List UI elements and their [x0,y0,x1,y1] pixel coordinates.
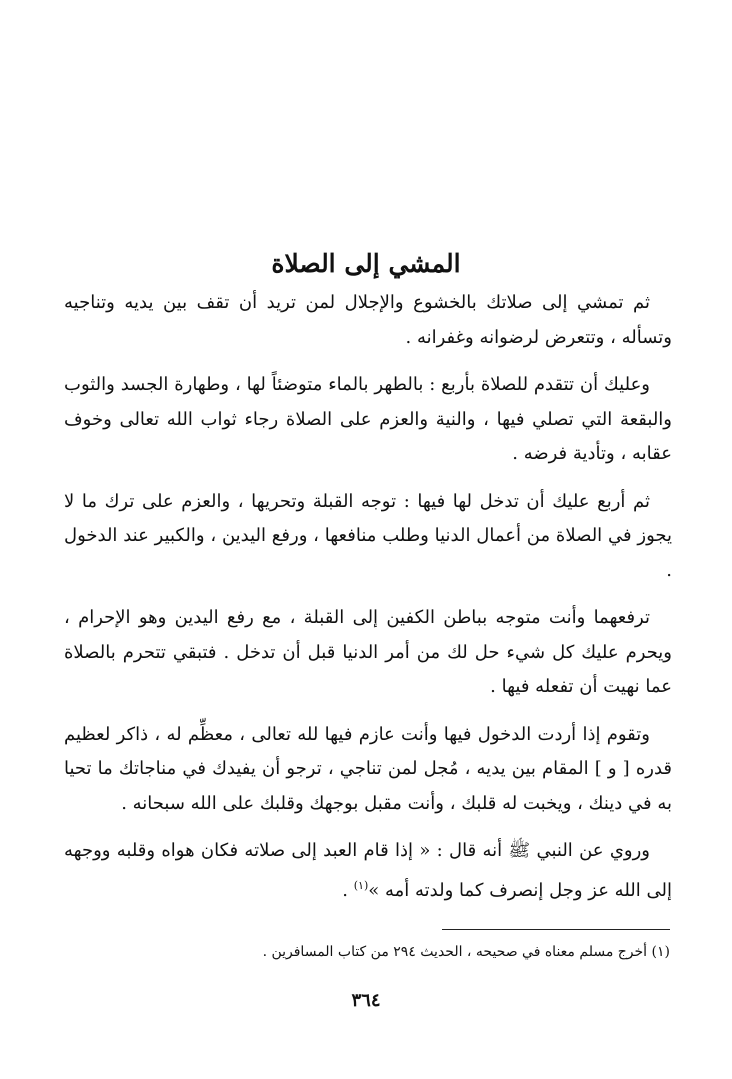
body-text [64,286,672,921]
hadith-paragraph [64,834,672,908]
footnote: (١) أخرج مسلم معناه في صحيحه ، الحديث ٢٩٤ من كتاب المسافرين . [262,944,670,960]
paragraph: وتقوم إذا أردت الدخول فيها وأنت عازم فيها لله تعالى ، معظِّم له ، ذاكر لعظيم قدره [ و ] المقام بين يديه ، مُجل لمن تناجي ، ترجو أن يفيدك في مناجاتك ما تحيا به في دينك ، ويخبت له قلبك ، وأنت مقبل بوجهك وقلبك على الله سبحانه . [64,723,672,814]
paragraph: وعليك أن تتقدم للصلاة بأربع : بالطهر بالماء متوضئاً لها ، وطهارة الجسد والثوب والبقعة التي تصلي فيها ، والنية والعزم على الصلاة رجاء ثواب الله تعالى وخوف عقابه ، وتأدية فرضه . [64,374,672,464]
footnote-divider [442,929,670,930]
page-number: ٣٦٤ [351,990,381,1011]
hadith-end: . [342,879,354,901]
hadith-text: وروي عن النبي ﷺ أنه قال : « إذا قام العبد إلى صلاته فكان هواه وقلبه ووجهه إلى الله عز وجل إنصرف كما ولدته أمه » [64,840,672,901]
paragraph: ترفعهما وأنت متوجه بباطن الكفين إلى القبلة ، مع رفع اليدين وهو الإحرام ، ويحرم عليك كل شيء حل لك من أمر الدنيا قبل أن تدخل . فتبقي تتحرم بالصلاة عما نهيت أن تفعله فيها . [64,607,672,697]
paragraph: ثم أربع عليك أن تدخل لها فيها : توجه القبلة وتحريها ، والعزم على ترك ما لا يجوز في الصلاة من أعمال الدنيا وطلب منافعها ، ورفع اليدين ، والكبير عند الدخول . [64,490,672,581]
footnote-marker: (١) [353,878,369,892]
section-title: المشي إلى الصلاة [271,249,461,278]
paragraph: ثم تمشي إلى صلاتك بالخشوع والإجلال لمن تريد أن تقف بين يديه وتناجيه وتسأله ، وتتعرض لرضوانه وغفرانه . [64,292,672,348]
